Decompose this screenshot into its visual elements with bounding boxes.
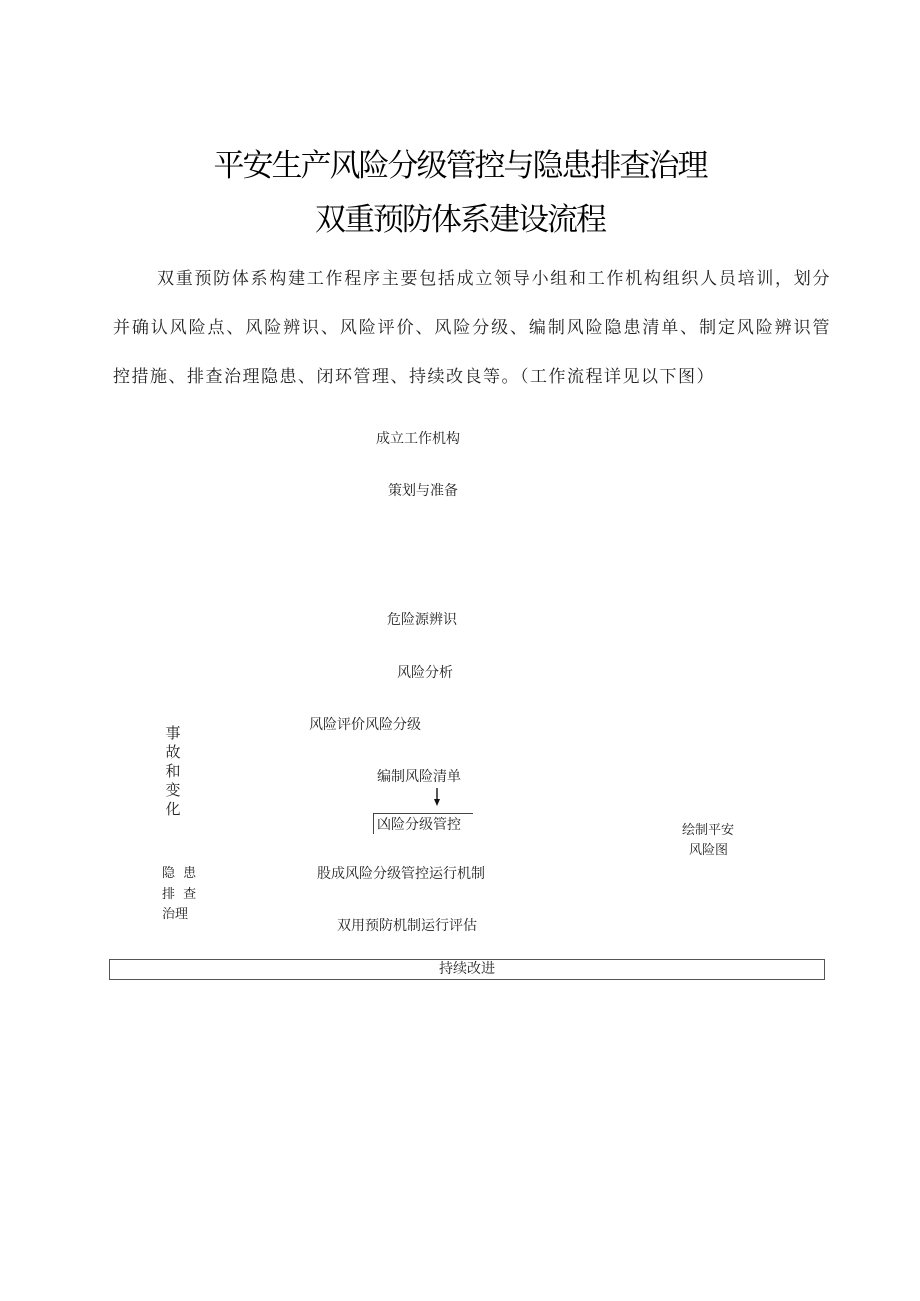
page-title: 平安生产风险分级管控与隐患排查治理 <box>213 148 707 184</box>
side-char: 化 <box>165 800 181 818</box>
side-label-hazard-line2: 排 查 <box>162 887 199 902</box>
flow-step-evaluation: 双用预防机制运行评估 <box>337 918 477 934</box>
side-label-risk-map-line1: 绘制平安 <box>682 823 735 838</box>
side-label-hazard-line1: 隐 患 <box>162 866 199 881</box>
side-char: 变 <box>165 781 181 799</box>
flow-step-risk-control: 凶险分级管控 <box>377 817 461 833</box>
flow-step-hazard-identification: 危险源辨识 <box>387 612 457 628</box>
side-label-risk-map-line2: 风险图 <box>689 843 729 858</box>
flow-step-continuous-box <box>109 959 825 980</box>
side-label-hazard-line3: 治理 <box>162 907 189 922</box>
flow-step-continuous: 持续改进 <box>439 961 495 977</box>
page-subtitle: 双重预防体系建设流程 <box>315 202 605 238</box>
side-char: 和 <box>165 762 181 780</box>
side-char: 事 <box>165 724 181 742</box>
intro-paragraph: 双重预防体系构建工作程序主要包括成立领导小组和工作机构组织人员培训，划分并确认风险点、风险辨识、风险评价、风险分级、编制风险隐患清单、制定风险辨识管控措施、排查治理隐患、闭环管理、持续改良等。（工作流程详见以下图） <box>113 269 831 387</box>
arrow-down-icon <box>434 788 440 806</box>
flow-step-risk-evaluation: 风险评价风险分级 <box>309 717 421 733</box>
flow-step-establish: 成立工作机构 <box>376 431 460 447</box>
side-char: 故 <box>165 743 181 761</box>
connector-line <box>373 813 473 814</box>
connector-tick <box>373 813 374 834</box>
flow-step-mechanism: 股成风险分级管控运行机制 <box>317 866 485 882</box>
flow-step-risk-analysis: 风险分析 <box>397 665 453 681</box>
flow-step-planning: 策划与准备 <box>388 483 458 499</box>
flow-step-risk-list: 编制风险清单 <box>377 769 461 785</box>
side-label-accident-change <box>163 724 183 819</box>
